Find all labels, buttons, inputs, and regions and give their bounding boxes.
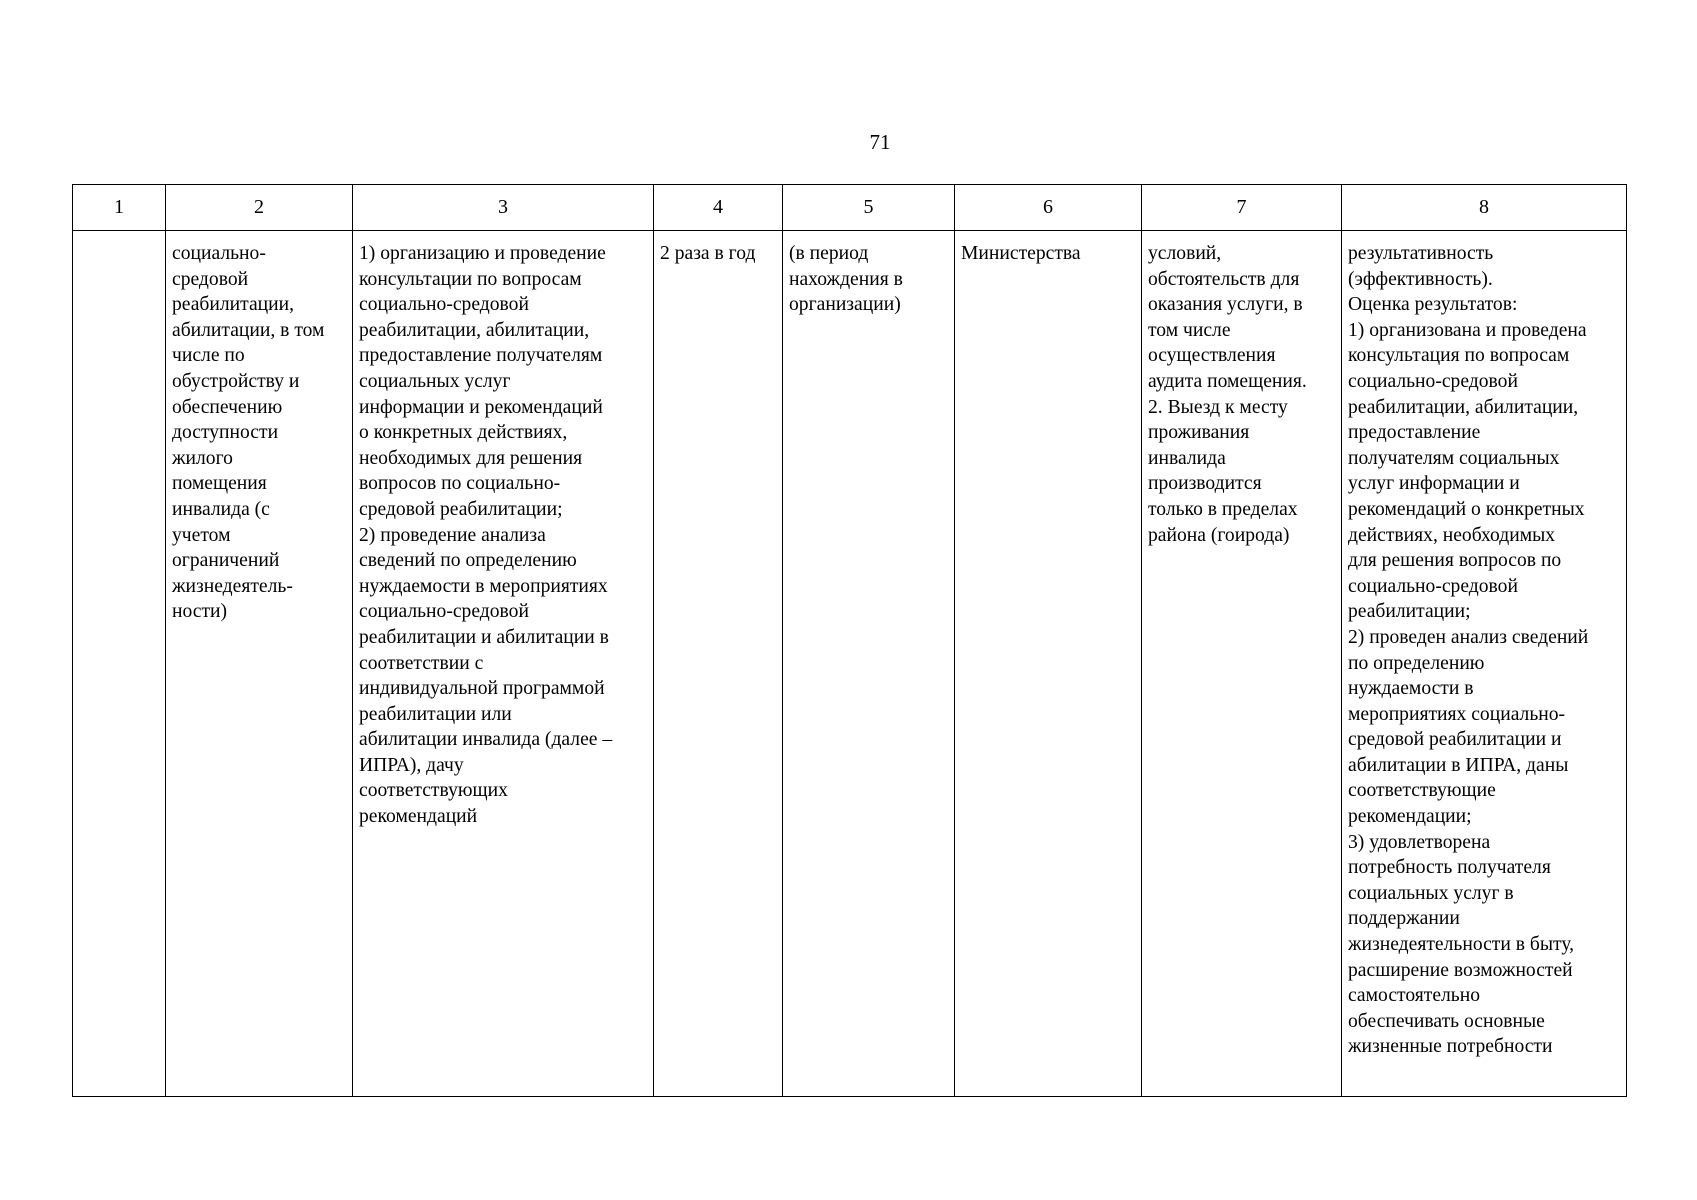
cell-ministry <box>955 231 1142 1097</box>
ministry-text: Министерства <box>961 243 1081 264</box>
cell-service-name <box>166 231 353 1097</box>
cell-conditions <box>1142 231 1342 1097</box>
period-text: (в период нахождения в организации) <box>789 243 903 316</box>
column-header-2: 2 <box>166 185 353 231</box>
cell-col1 <box>73 231 166 1097</box>
conditions-text: условий, обстоятельств для оказания услуги, в том числе осуществления аудита помещения. 2. Выезд к месту проживания инвалида производится только в пределах района (гоирода) <box>1148 243 1307 546</box>
cell-service-description <box>353 231 654 1097</box>
cell-period <box>783 231 955 1097</box>
results-text: результативность (эффективность). Оценка результатов: 1) организована и проведена консультация по вопросам социально-средовой реабилитации, абилитации, предоставление получателям социальных услуг информации и рекомендаций о конкретных действиях, необходимых для решения вопросов по социально-средовой реабилитации; 2) проведен анализ сведений по определению нуждаемости в мероприятиях социально- средовой реабилитации и абилитации в ИПРА, даны соответствующие рекомендации; 3) удовлетворена потребность получателя социальных услуг в поддержании жизнедеятельности в быту, расширение возможностей самостоятельно обеспечивать основные жизненные потребности <box>1348 243 1589 1058</box>
column-header-5: 5 <box>783 185 955 231</box>
frequency-text: 2 раза в год <box>660 243 756 264</box>
table-row <box>73 231 1627 1097</box>
column-header-6: 6 <box>955 185 1142 231</box>
service-description-text: 1) организацию и проведение консультации по вопросам социально-средовой реабилитации, абилитации, предоставление получателям социальных услуг информации и рекомендаций о конкретных действиях, необходимых для решения вопросов по социально- средовой реабилитации; 2) проведение анализа сведений по определению нуждаемости в мероприятиях социально-средовой реабилитации и абилитации в соответствии с индивидуальной программой реабилитации или абилитации инвалида (далее – ИПРА), дачу соответствующих рекомендаций <box>359 243 613 828</box>
column-header-8: 8 <box>1342 185 1627 231</box>
cell-results <box>1342 231 1627 1097</box>
page-number: 71 <box>869 130 891 154</box>
service-name-text: социально- средовой реабилитации, абилитации, в том числе по обустройству и обеспечению доступности жилого помещения инвалида (с учетом ограничений жизнедеятель- ности) <box>172 243 325 623</box>
column-number-header-row <box>73 185 1627 231</box>
cell-frequency <box>654 231 783 1097</box>
service-standards-table <box>72 184 1627 1097</box>
column-header-3: 3 <box>353 185 654 231</box>
column-header-7: 7 <box>1142 185 1342 231</box>
column-header-1: 1 <box>73 185 166 231</box>
column-header-4: 4 <box>654 185 783 231</box>
